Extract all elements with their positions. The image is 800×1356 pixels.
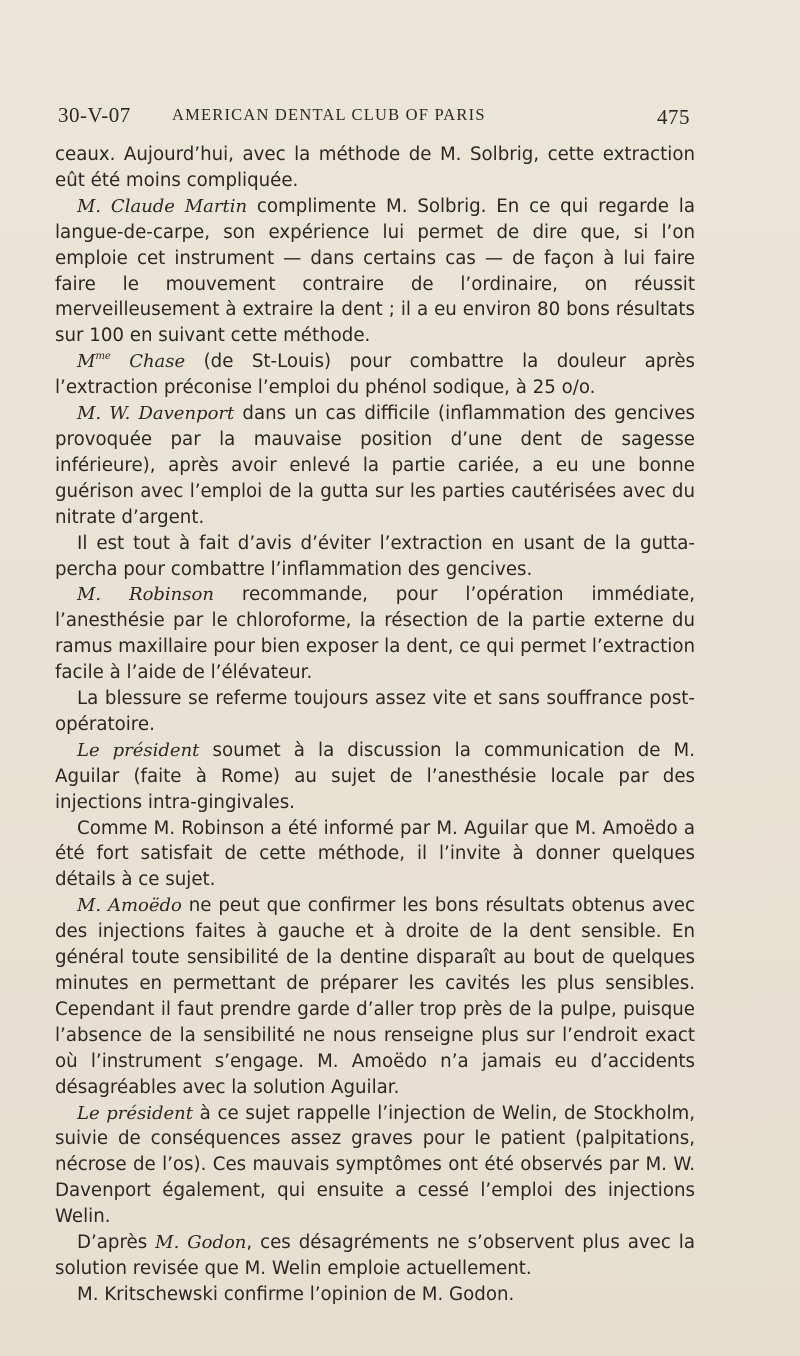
paragraph-text: Comme M. Robinson a été informé par M. Aguilar que M. Amoëdo a été fort satisfait de cette méthode, il l’invite à donner quelques détails à ce sujet. [55,817,695,891]
header-title: AMERICAN DENTAL CLUB OF PARIS [172,105,486,124]
paragraph-text: ceaux. Aujourd’hui, avec la méthode de M. Solbrig, cette extraction eût été moins compliquée. [55,144,695,191]
paragraph-kritschewski [55,1282,695,1308]
speaker-name: Le président [77,1102,193,1124]
paragraph-text: complimente M. Solbrig. En ce qui regarde la langue-de-carpe, son expérience lui permet de dire que, si l’on emploie cet instrument — dans certains cas — de façon à lui faire faire le mouvement contraire de l’ordinaire, on réussit merveilleusement à extraire la dent ; il a eu environ 80 bons résultats sur 100 en suivant cette méthode. [55,195,695,347]
paragraph-gutta-percha [55,531,695,583]
paragraph-davenport [55,401,695,531]
paragraph-amoedo [55,893,695,1100]
paragraph-text: soumet à la discussion la communication de M. Aguilar (faite à Rome) au sujet de l’anesthésie locale par des injections intra-gingivales. [55,739,695,813]
speaker-name: M. Godon [155,1232,247,1254]
running-header [58,103,688,133]
speaker-name: M. Claude Martin [77,195,248,217]
header-date: 30-V-07 [58,103,131,127]
speaker-name: M. Amoëdo [77,895,182,917]
paragraph-text: , ces désagréments ne s’observent plus avec la solution revisée que M. Welin emploie actuellement. [55,1232,695,1279]
speaker-title-superscript: me [95,351,111,363]
paragraph-blessure [55,686,695,738]
paragraph-godon [55,1230,695,1282]
speaker-name-initial: M [77,351,96,373]
speaker-name: M. W. Davenport [77,403,235,425]
paragraph-text: Il est tout à fait d’avis d’éviter l’extraction en usant de la gutta-percha pour combattre l’inflammation des gencives. [55,532,695,580]
paragraph-robinson-aguilar [55,816,695,894]
page-number: 475 [657,105,690,129]
paragraph-president-aguilar [55,738,695,816]
paragraph-text: M. Kritschewski confirme l’opinion de M. Godon. [77,1283,515,1305]
paragraph-claude-martin [55,194,695,349]
page-body [55,142,695,1308]
paragraph-text: La blessure se referme toujours assez vite et sans souffrance post-opératoire. [55,688,695,735]
paragraph-president-welin [55,1101,695,1231]
speaker-name-surname: Chase [110,351,186,373]
speaker-name [77,351,185,372]
paragraph-text-prefix: D’après [77,1232,156,1254]
speaker-name: M. Robinson [77,584,214,606]
speaker-name: Le président [77,739,200,761]
paragraph-text: (de St-Louis) pour combattre la douleur après l’extraction préconise l’emploi du phénol sodique, à 25 o/o. [55,351,695,399]
paragraph-text: dans un cas difficile (inflammation des gencives provoquée par la mauvaise position d’une dent de sagesse inférieure), après avoir enlevé la partie cariée, a eu une bonne guérison avec l’emploi de la gutta sur les parties cautérisées avec du nitrate d’argent. [55,403,695,528]
paragraph-robinson [55,582,695,686]
paragraph-continuation [55,142,695,194]
paragraph-text: à ce sujet rappelle l’injection de Welin, de Stockholm, suivie de conséquences assez graves pour le patient (palpitations, nécrose de l’os). Ces mauvais symptômes ont été observés par M. W. Davenport également, qui ensuite a cessé l’emploi des injections Welin. [55,1102,695,1228]
paragraph-chase [55,349,695,401]
paragraph-text: recommande, pour l’opération immédiate, l’anesthésie par le chloroforme, la résection de la partie externe du ramus maxillaire pour bien exposer la dent, ce qui permet l’extraction facile à l’aide de l’élévateur. [55,584,695,684]
paragraph-text: ne peut que confirmer les bons résultats obtenus avec des injections faites à gauche et à droite de la dent sensible. En général toute sensibilité de la dentine disparaît au bout de quelques minutes en permettant de préparer les cavités les plus sensibles. Cependant il faut prendre garde d’aller trop près de la pulpe, puisque l’absence de la sensibilité ne nous renseigne plus sur l’endroit exact où l’instrument s’engage. M. Amoëdo n’a jamais eu d’accidents désagréables avec la solution Aguilar. [55,895,695,1098]
